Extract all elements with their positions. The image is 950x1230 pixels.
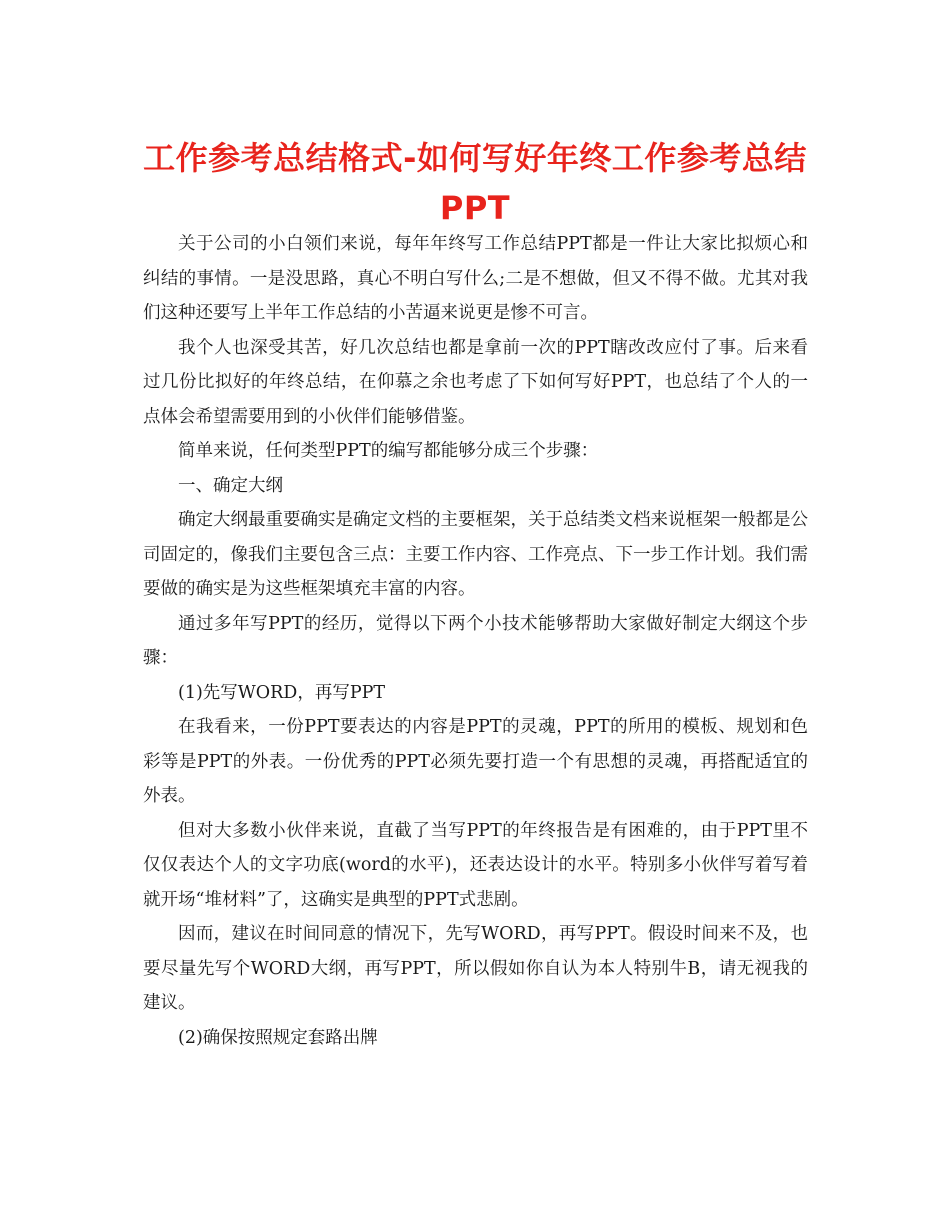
paragraph: 确定大纲最重要确实是确定文档的主要框架，关于总结类文档来说框架一般都是公司固定的，像我们主要包含三点：主要工作内容、工作亮点、下一步工作计划。我们需要做的确实是为这些框架填充丰富的内容。 (143, 510, 808, 599)
subsection-heading: (1)先写WORD，再写PPT (178, 682, 386, 703)
paragraph: 但对大多数小伙伴来说，直截了当写PPT的年终报告是有困难的，由于PPT里不仅仅表达个人的文字功底(word的水平)，还表达设计的水平。特别多小伙伴写着写着就开场“堆材料”了，这确实是典型的PPT式悲剧。 (143, 820, 808, 910)
document-body (143, 227, 808, 1055)
subsection-heading: (2)确保按照规定套路出牌 (178, 1027, 378, 1048)
paragraph: 在我看来，一份PPT要表达的内容是PPT的灵魂，PPT的所用的模板、规划和色彩等是PPT的外表。一份优秀的PPT必须先要打造一个有思想的灵魂，再搭配适宜的外表。 (143, 717, 808, 806)
paragraph: 通过多年写PPT的经历，觉得以下两个小技术能够帮助大家做好制定大纲这个步骤： (143, 613, 808, 668)
paragraph: 简单来说，任何类型PPT的编写都能够分成三个步骤： (178, 441, 599, 461)
paragraph: 因而，建议在时间同意的情况下，先写WORD，再写PPT。假设时间来不及，也要尽量先写个WORD大纲，再写PPT，所以假如你自认为本人特别牛B，请无视我的建议。 (143, 924, 808, 1013)
document-title: 工作参考总结格式-如何写好年终工作参考总结PPT (143, 139, 807, 227)
paragraph: 关于公司的小白领们来说，每年年终写工作总结PPT都是一件让大家比拟烦心和纠结的事情。一是没思路，真心不明白写什么;二是不想做，但又不得不做。尤其对我们这种还要写上半年工作总结的小苦逼来说更是惨不可言。 (143, 234, 808, 323)
paragraph: 我个人也深受其苦，好几次总结也都是拿前一次的PPT瞎改改应付了事。后来看过几份比拟好的年终总结，在仰慕之余也考虑了下如何写好PPT，也总结了个人的一点体会希望需要用到的小伙伴们能够借鉴。 (143, 337, 808, 427)
section-heading: 一、确定大纲 (178, 475, 283, 496)
